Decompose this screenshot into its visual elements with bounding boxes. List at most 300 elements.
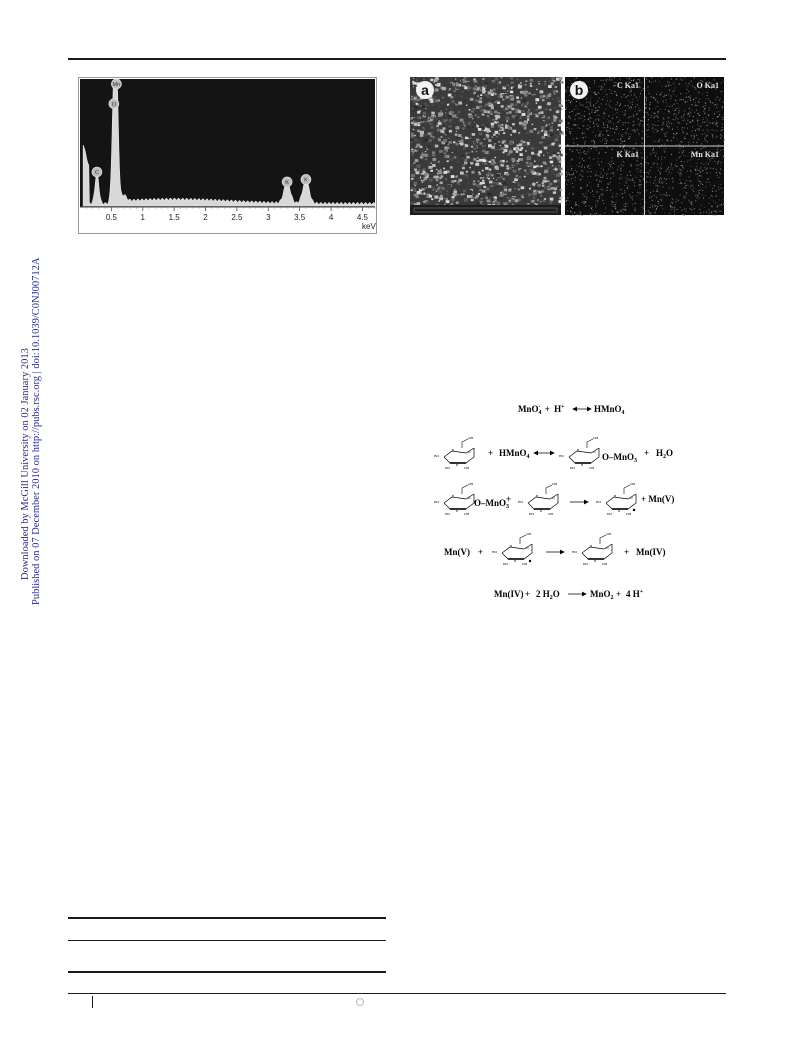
- eds-map-dot: [622, 134, 623, 135]
- sem-grain: [491, 123, 494, 126]
- sem-grain: [513, 87, 517, 90]
- sem-grain: [553, 152, 555, 154]
- eds-map-dot: [568, 127, 569, 128]
- svg-text:+: +: [616, 589, 622, 599]
- sem-grain: [460, 172, 464, 175]
- eds-map-dot: [701, 181, 702, 182]
- eds-map-dot: [694, 213, 695, 214]
- eds-map-dot: [703, 212, 704, 213]
- sem-grain: [515, 188, 516, 189]
- eds-map-dot: [697, 105, 698, 106]
- eds-map-dot: [720, 98, 721, 99]
- eds-map-dot: [632, 130, 633, 131]
- eds-map-dot: [653, 113, 654, 114]
- eds-map-dot: [647, 177, 648, 178]
- eds-map-dot: [591, 141, 592, 142]
- sem-grain: [540, 165, 542, 167]
- eds-map-dot: [683, 132, 684, 133]
- eds-map-dot: [585, 107, 586, 108]
- eds-map-dot: [589, 113, 590, 114]
- eds-map-dot: [621, 177, 622, 178]
- eds-map-dot: [669, 195, 670, 196]
- sem-grain: [548, 162, 549, 163]
- sem-grain: [517, 163, 518, 164]
- eds-map-dot: [689, 122, 690, 123]
- eds-map-dot: [653, 98, 654, 99]
- sem-grain: [509, 150, 513, 153]
- sem-grain: [504, 90, 505, 91]
- eds-map-dot: [590, 127, 591, 128]
- eds-peak-label: K: [285, 180, 289, 187]
- eds-map-dot: [566, 105, 567, 106]
- eds-map-dot: [663, 102, 664, 103]
- sem-grain: [452, 152, 453, 153]
- eds-map-dot: [571, 170, 572, 171]
- eds-map-dot: [667, 195, 668, 196]
- sem-grain: [466, 81, 468, 83]
- eds-map-dot: [664, 133, 665, 134]
- eds-map-dot: [603, 127, 604, 128]
- eds-map-dot: [645, 103, 646, 104]
- sem-grain: [506, 112, 508, 114]
- eds-map-dot: [643, 206, 644, 207]
- sem-grain: [536, 174, 538, 176]
- sem-grain: [427, 181, 430, 183]
- eds-map-dot: [603, 193, 604, 194]
- eds-map-dot: [587, 151, 588, 152]
- sem-grain: [554, 174, 555, 175]
- eds-map-dot: [676, 133, 677, 134]
- eds-map-dot: [654, 195, 655, 196]
- sem-grain: [457, 81, 459, 82]
- eds-map-dot: [584, 119, 585, 120]
- eds-map-dot: [690, 95, 691, 96]
- eds-map-dot: [659, 139, 660, 140]
- eds-map-dot: [654, 116, 655, 117]
- eds-map-dot: [666, 99, 667, 100]
- eds-map-dot: [609, 162, 610, 163]
- eds-map-dot: [601, 168, 602, 169]
- sem-grain: [544, 131, 547, 134]
- sem-grain: [520, 118, 521, 119]
- sem-grain: [416, 80, 417, 81]
- sem-grain: [508, 126, 511, 128]
- sem-grain: [449, 113, 451, 114]
- eds-map-dot: [570, 210, 571, 211]
- eds-map-dot: [624, 190, 625, 191]
- sem-grain: [427, 149, 429, 150]
- eds-map-dot: [591, 208, 592, 209]
- eds-map-dot: [664, 151, 665, 152]
- sem-grain: [532, 183, 535, 186]
- eds-map-dot: [625, 181, 626, 182]
- eds-map-dot: [711, 195, 712, 196]
- eds-map-dot: [683, 196, 684, 197]
- sem-grain: [536, 89, 538, 90]
- sem-grain: [446, 200, 450, 203]
- eds-map-dot: [571, 111, 572, 112]
- sem-grain: [498, 96, 501, 98]
- sem-grain: [549, 156, 552, 159]
- eds-map-dot: [667, 174, 668, 175]
- eds-map-dot: [681, 161, 682, 162]
- eds-map-dot: [657, 131, 658, 132]
- eds-map-dot: [653, 149, 654, 150]
- sem-grain: [547, 167, 550, 170]
- eds-map-dot: [643, 172, 644, 173]
- sem-grain: [516, 79, 517, 80]
- sem-grain: [512, 161, 513, 162]
- sem-grain: [425, 174, 428, 176]
- eds-map-dot: [700, 172, 701, 173]
- eds-map-dot: [658, 112, 659, 113]
- eds-map-dot: [658, 120, 659, 121]
- sem-grain: [549, 81, 551, 83]
- eds-map-dot: [648, 163, 649, 164]
- eds-map-dot: [697, 124, 698, 125]
- eds-map-dot: [628, 138, 629, 139]
- eds-map-dot: [570, 133, 571, 134]
- eds-map-dot: [595, 135, 596, 136]
- sem-grain: [522, 91, 526, 94]
- sem-grain: [444, 198, 446, 200]
- eds-map-dot: [632, 196, 633, 197]
- eds-map-dot: [710, 184, 711, 185]
- eds-map-dot: [661, 159, 662, 160]
- eds-map-dot: [680, 170, 681, 171]
- sem-grain: [522, 113, 526, 116]
- eds-map-dot: [673, 93, 674, 94]
- eds-map-dot: [650, 214, 651, 215]
- eds-map-dot: [639, 87, 640, 88]
- eds-map-dot: [694, 137, 695, 138]
- eds-map-dot: [686, 86, 687, 87]
- sem-grain: [552, 123, 553, 124]
- eds-map-dot: [704, 133, 705, 134]
- sem-grain: [514, 167, 518, 170]
- sem-grain: [415, 191, 416, 192]
- eds-map-dot: [606, 143, 607, 144]
- svg-text:HMnO4: HMnO$_4$: [594, 404, 625, 416]
- sem-grain: [476, 124, 477, 125]
- sem-grain: [438, 120, 440, 121]
- sem-grain: [475, 114, 478, 116]
- sem-grain: [532, 94, 534, 96]
- eds-map-dot: [716, 123, 717, 124]
- eds-map-dot: [672, 178, 673, 179]
- eds-map-dot: [713, 118, 714, 119]
- eds-map-dot: [632, 199, 633, 200]
- sem-grain: [495, 162, 496, 163]
- eds-map-dot: [674, 207, 675, 208]
- sem-grain: [414, 182, 418, 185]
- sem-grain: [474, 122, 475, 123]
- eds-map-dot: [715, 191, 716, 192]
- eds-map-dot: [573, 138, 574, 139]
- sem-grain: [522, 99, 525, 102]
- eds-map-dot: [645, 202, 646, 203]
- eds-map-dot: [664, 95, 665, 96]
- sem-grain: [540, 111, 543, 114]
- eds-map-dot: [604, 212, 605, 213]
- eds-map-dot: [662, 208, 663, 209]
- side-notice-line1: Downloaded by McGill University on 02 January 2013: [20, 348, 31, 580]
- sem-grain: [531, 147, 535, 150]
- eds-map-dot: [674, 214, 675, 215]
- eds-map-dot: [628, 180, 629, 181]
- sem-grain: [553, 115, 555, 117]
- eds-map-dot: [616, 126, 617, 127]
- eds-map-dot: [665, 102, 666, 103]
- eds-map-dot: [680, 93, 681, 94]
- sem-grain: [538, 166, 540, 167]
- eds-map-dot: [599, 134, 600, 135]
- sem-grain: [503, 178, 505, 180]
- sem-grain: [508, 189, 511, 192]
- eds-map-dot: [641, 213, 642, 214]
- sem-grain: [548, 181, 550, 182]
- sem-grain: [491, 146, 495, 149]
- eds-map-dot: [630, 102, 631, 103]
- eds-map-dot: [589, 182, 590, 183]
- eds-map-dot: [650, 192, 651, 193]
- eds-x-tick-label: 1.5: [168, 213, 180, 222]
- eds-map-dot: [626, 180, 627, 181]
- eds-map-dot: [668, 140, 669, 141]
- eds-map-dot: [632, 213, 633, 214]
- sem-grain: [411, 152, 413, 154]
- eds-map-dot: [722, 188, 723, 189]
- sem-grain: [411, 96, 413, 98]
- eds-map-dot: [608, 103, 609, 104]
- eds-map-dot: [720, 162, 721, 163]
- eds-map-dot: [646, 190, 647, 191]
- eds-map-dot: [705, 98, 706, 99]
- sem-grain: [418, 124, 420, 126]
- svg-text:2 H2O: 2 $H_2O$: [536, 589, 560, 601]
- eds-map-dot: [658, 201, 659, 202]
- eds-map-dot: [659, 182, 660, 183]
- sem-grain: [443, 168, 445, 170]
- eds-map-dot: [569, 95, 570, 96]
- sem-grain: [553, 193, 555, 195]
- sem-grain: [429, 117, 431, 118]
- eds-map-dot: [621, 209, 622, 210]
- eds-map-dot: [603, 169, 604, 170]
- sem-grain: [515, 199, 519, 202]
- eds-map-dot: [615, 204, 616, 205]
- eds-map-dot: [585, 202, 586, 203]
- eds-map-dot: [683, 115, 684, 116]
- eds-map-dot: [569, 128, 570, 129]
- sem-grain: [443, 171, 447, 174]
- eds-map-dot: [676, 96, 677, 97]
- sem-grain: [411, 133, 414, 135]
- eds-map-dot: [719, 199, 720, 200]
- eds-map-dot: [572, 151, 573, 152]
- eds-map-dot: [614, 132, 615, 133]
- eds-map-dot: [606, 190, 607, 191]
- sem-grain: [491, 93, 494, 96]
- sem-grain: [434, 193, 435, 194]
- eds-map-dot: [671, 163, 672, 164]
- sem-grain: [430, 79, 433, 82]
- sem-grain: [464, 109, 466, 110]
- eds-map-dot: [675, 165, 676, 166]
- sem-grain: [418, 152, 422, 155]
- sem-grain: [534, 185, 535, 186]
- eds-map-dot: [631, 95, 632, 96]
- eds-map-dot: [623, 165, 624, 166]
- eds-map-dot: [700, 213, 701, 214]
- eds-map-dot: [630, 165, 631, 166]
- eds-map-dot: [577, 113, 578, 114]
- eds-map-dot: [681, 117, 682, 118]
- eds-map-dot: [634, 148, 635, 149]
- eds-map-dot: [663, 117, 664, 118]
- sem-grain: [527, 145, 528, 146]
- eds-map-dot: [686, 83, 687, 84]
- eds-map-dot: [688, 86, 689, 87]
- sem-grain: [448, 90, 449, 91]
- eds-map-dot: [619, 105, 620, 106]
- eds-map-dot: [668, 121, 669, 122]
- eds-map-dot: [619, 120, 620, 121]
- eds-map-dot: [699, 99, 700, 100]
- sem-grain: [426, 201, 429, 204]
- sem-grain: [515, 104, 517, 105]
- eds-map-dot: [593, 158, 594, 159]
- eds-map-dot: [571, 168, 572, 169]
- eds-map-dot: [666, 171, 667, 172]
- eds-map-dot: [605, 152, 606, 153]
- eds-map-dot: [662, 128, 663, 129]
- eds-map-dot: [575, 202, 576, 203]
- eds-map-dot: [665, 195, 666, 196]
- svg-text:+: +: [525, 589, 531, 599]
- eds-map-dot: [704, 167, 705, 168]
- eds-map-dot: [709, 197, 710, 198]
- eds-map-dot: [592, 210, 593, 211]
- sem-grain: [464, 198, 468, 201]
- sem-grain: [559, 168, 562, 171]
- sem-grain: [537, 109, 539, 110]
- eds-map-dot: [576, 165, 577, 166]
- sem-grain: [550, 134, 553, 137]
- eds-map-dot: [574, 109, 575, 110]
- svg-text:+: +: [478, 547, 484, 557]
- eds-map-dot: [637, 113, 638, 114]
- sem-grain: [539, 155, 540, 156]
- sem-grain: [476, 81, 478, 83]
- sem-grain: [458, 192, 460, 194]
- eds-map-dot: [611, 93, 612, 94]
- sem-grain: [452, 122, 454, 124]
- sem-grain: [454, 122, 456, 123]
- eds-map-dot: [581, 152, 582, 153]
- sem-grain: [441, 95, 444, 97]
- eds-map-dot: [641, 138, 642, 139]
- eds-map-dot: [646, 79, 647, 80]
- sem-grain: [492, 80, 494, 81]
- sem-grain: [506, 117, 510, 120]
- eds-map-dot: [642, 126, 643, 127]
- eds-map-dot: [580, 214, 581, 215]
- eds-map-dot: [683, 146, 684, 147]
- eds-map-dot: [619, 194, 620, 195]
- eds-map-dot: [572, 111, 573, 112]
- sem-grain: [494, 107, 496, 109]
- sem-grain: [480, 182, 483, 184]
- sem-grain: [552, 105, 556, 108]
- eds-map-dot: [606, 94, 607, 95]
- sem-grain: [449, 191, 452, 194]
- eds-map-dot: [649, 197, 650, 198]
- eds-map-dot: [692, 189, 693, 190]
- eds-map-dot: [634, 95, 635, 96]
- sem-grain: [536, 103, 538, 104]
- eds-map-dot: [590, 99, 591, 100]
- sem-grain: [540, 195, 542, 196]
- eds-map-dot: [673, 119, 674, 120]
- eds-map-dot: [579, 149, 580, 150]
- sem-grain: [493, 82, 495, 84]
- eds-map-dot: [575, 170, 576, 171]
- eds-map-dot: [676, 201, 677, 202]
- eds-map-dot: [662, 205, 663, 206]
- eds-map-dot: [595, 108, 596, 109]
- eds-map-dot: [719, 100, 720, 101]
- sem-grain: [491, 125, 494, 127]
- sem-grain: [558, 203, 560, 204]
- eds-map-dot: [679, 123, 680, 124]
- eds-map-dot: [636, 97, 637, 98]
- eds-map-dot: [592, 110, 593, 111]
- eds-map-dot: [670, 209, 671, 210]
- sem-grain: [498, 94, 500, 96]
- sem-grain: [549, 139, 551, 141]
- sem-grain: [515, 109, 518, 111]
- sem-grain: [463, 100, 466, 102]
- sem-grain: [485, 163, 487, 164]
- eds-map-dot: [616, 95, 617, 96]
- eds-map-dot: [620, 104, 621, 105]
- sem-grain: [502, 164, 504, 165]
- header-rule: [68, 58, 726, 60]
- eds-map-dot: [688, 113, 689, 114]
- eds-map-dot: [594, 83, 595, 84]
- sem-grain: [512, 123, 515, 125]
- sem-grain: [497, 163, 498, 164]
- eds-map-dot: [569, 111, 570, 112]
- eds-map-dot: [575, 125, 576, 126]
- eds-map-dot: [617, 122, 618, 123]
- eds-map-dot: [710, 161, 711, 162]
- eds-map-dot: [594, 214, 595, 215]
- eds-map-dot: [678, 108, 679, 109]
- sem-grain: [500, 197, 503, 200]
- eds-map-dot: [571, 101, 572, 102]
- eds-map-dot: [688, 160, 689, 161]
- eds-map-dot: [594, 126, 595, 127]
- eds-map-dot: [606, 174, 607, 175]
- eds-map-dot: [660, 205, 661, 206]
- eds-map-dot: [718, 111, 719, 112]
- eds-map-dot: [662, 181, 663, 182]
- eds-map-dot: [569, 131, 570, 132]
- sem-grain: [469, 173, 471, 174]
- sem-grain: [427, 120, 430, 122]
